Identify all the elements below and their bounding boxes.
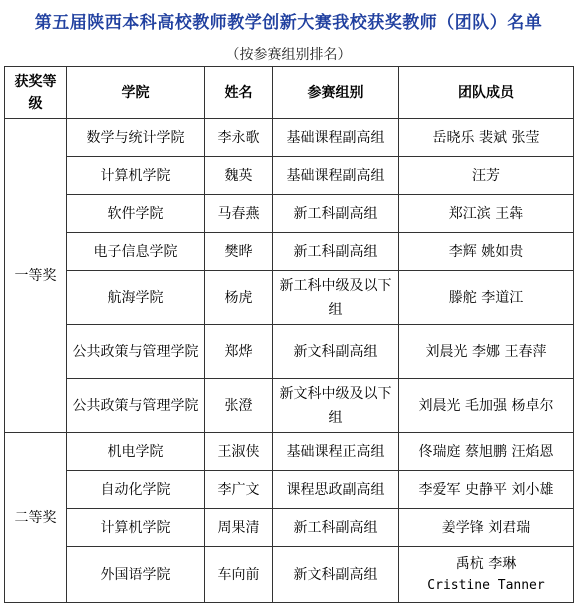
group-cell: 新文科中级及以下组 [273,379,399,433]
name-cell: 郑烨 [205,325,273,379]
team-cell: 岳晓乐 裴斌 张莹 [399,119,574,157]
college-cell: 电子信息学院 [67,233,205,271]
page-subtitle: （按参赛组别排名） [225,47,352,63]
college-cell: 自动化学院 [67,471,205,509]
group-cell: 新文科副高组 [273,547,399,603]
level-first: 一等奖 [5,119,67,433]
group-cell: 基础课程正高组 [273,433,399,471]
name-cell: 马春燕 [205,195,273,233]
college-cell: 外国语学院 [67,547,205,603]
header-group: 参赛组别 [273,67,399,119]
team-cell: 滕舵 李道江 [399,271,574,325]
team-cell: 刘晨光 毛加强 杨卓尔 [399,379,574,433]
table-row [5,195,574,233]
team-cell: 刘晨光 李娜 王春萍 [399,325,574,379]
name-cell: 车向前 [205,547,273,603]
team-cell: 佟瑞庭 蔡旭鹏 汪焰恩 [399,433,574,471]
group-cell: 新工科副高组 [273,195,399,233]
college-cell: 软件学院 [67,195,205,233]
group-cell: 新工科副高组 [273,233,399,271]
team-cell: 郑江滨 王犇 [399,195,574,233]
awards-table [4,66,574,603]
college-cell: 机电学院 [67,433,205,471]
name-cell: 樊晔 [205,233,273,271]
table-row [5,509,574,547]
college-cell: 计算机学院 [67,509,205,547]
header-team: 团队成员 [399,67,574,119]
college-cell: 计算机学院 [67,157,205,195]
table-row [5,471,574,509]
name-cell: 周果清 [205,509,273,547]
table-row [5,271,574,325]
college-cell: 公共政策与管理学院 [67,325,205,379]
college-cell: 公共政策与管理学院 [67,379,205,433]
name-cell: 张澄 [205,379,273,433]
team-cell [399,547,574,603]
table-header-row [5,67,574,119]
team-cell: 姜学锋 刘君瑞 [399,509,574,547]
table-row [5,433,574,471]
college-cell: 数学与统计学院 [67,119,205,157]
header-college: 学院 [67,67,205,119]
table-row [5,119,574,157]
table-row [5,233,574,271]
header-name: 姓名 [205,67,273,119]
group-cell: 课程思政副高组 [273,471,399,509]
team-cell: 汪芳 [399,157,574,195]
table-row [5,325,574,379]
name-cell: 王淑侠 [205,433,273,471]
group-cell: 基础课程副高组 [273,157,399,195]
table-row [5,157,574,195]
team-foreign-member: Cristine Tanner [427,577,545,593]
name-cell: 魏英 [205,157,273,195]
page-title: 第五届陕西本科高校教师教学创新大赛我校获奖教师（团队）名单 [34,13,543,33]
table-row [5,547,574,603]
college-cell: 航海学院 [67,271,205,325]
name-cell: 杨虎 [205,271,273,325]
name-cell: 李广文 [205,471,273,509]
team-names: 禹杭 李琳 [455,555,517,572]
team-cell: 李爱军 史静平 刘小雄 [399,471,574,509]
table-row [5,379,574,433]
team-cell: 李辉 姚如贵 [399,233,574,271]
group-cell: 新工科中级及以下组 [273,271,399,325]
group-cell: 新工科副高组 [273,509,399,547]
header-level: 获奖等级 [5,67,67,119]
name-cell: 李永歌 [205,119,273,157]
group-cell: 新文科副高组 [273,325,399,379]
level-second: 二等奖 [5,433,67,603]
group-cell: 基础课程副高组 [273,119,399,157]
